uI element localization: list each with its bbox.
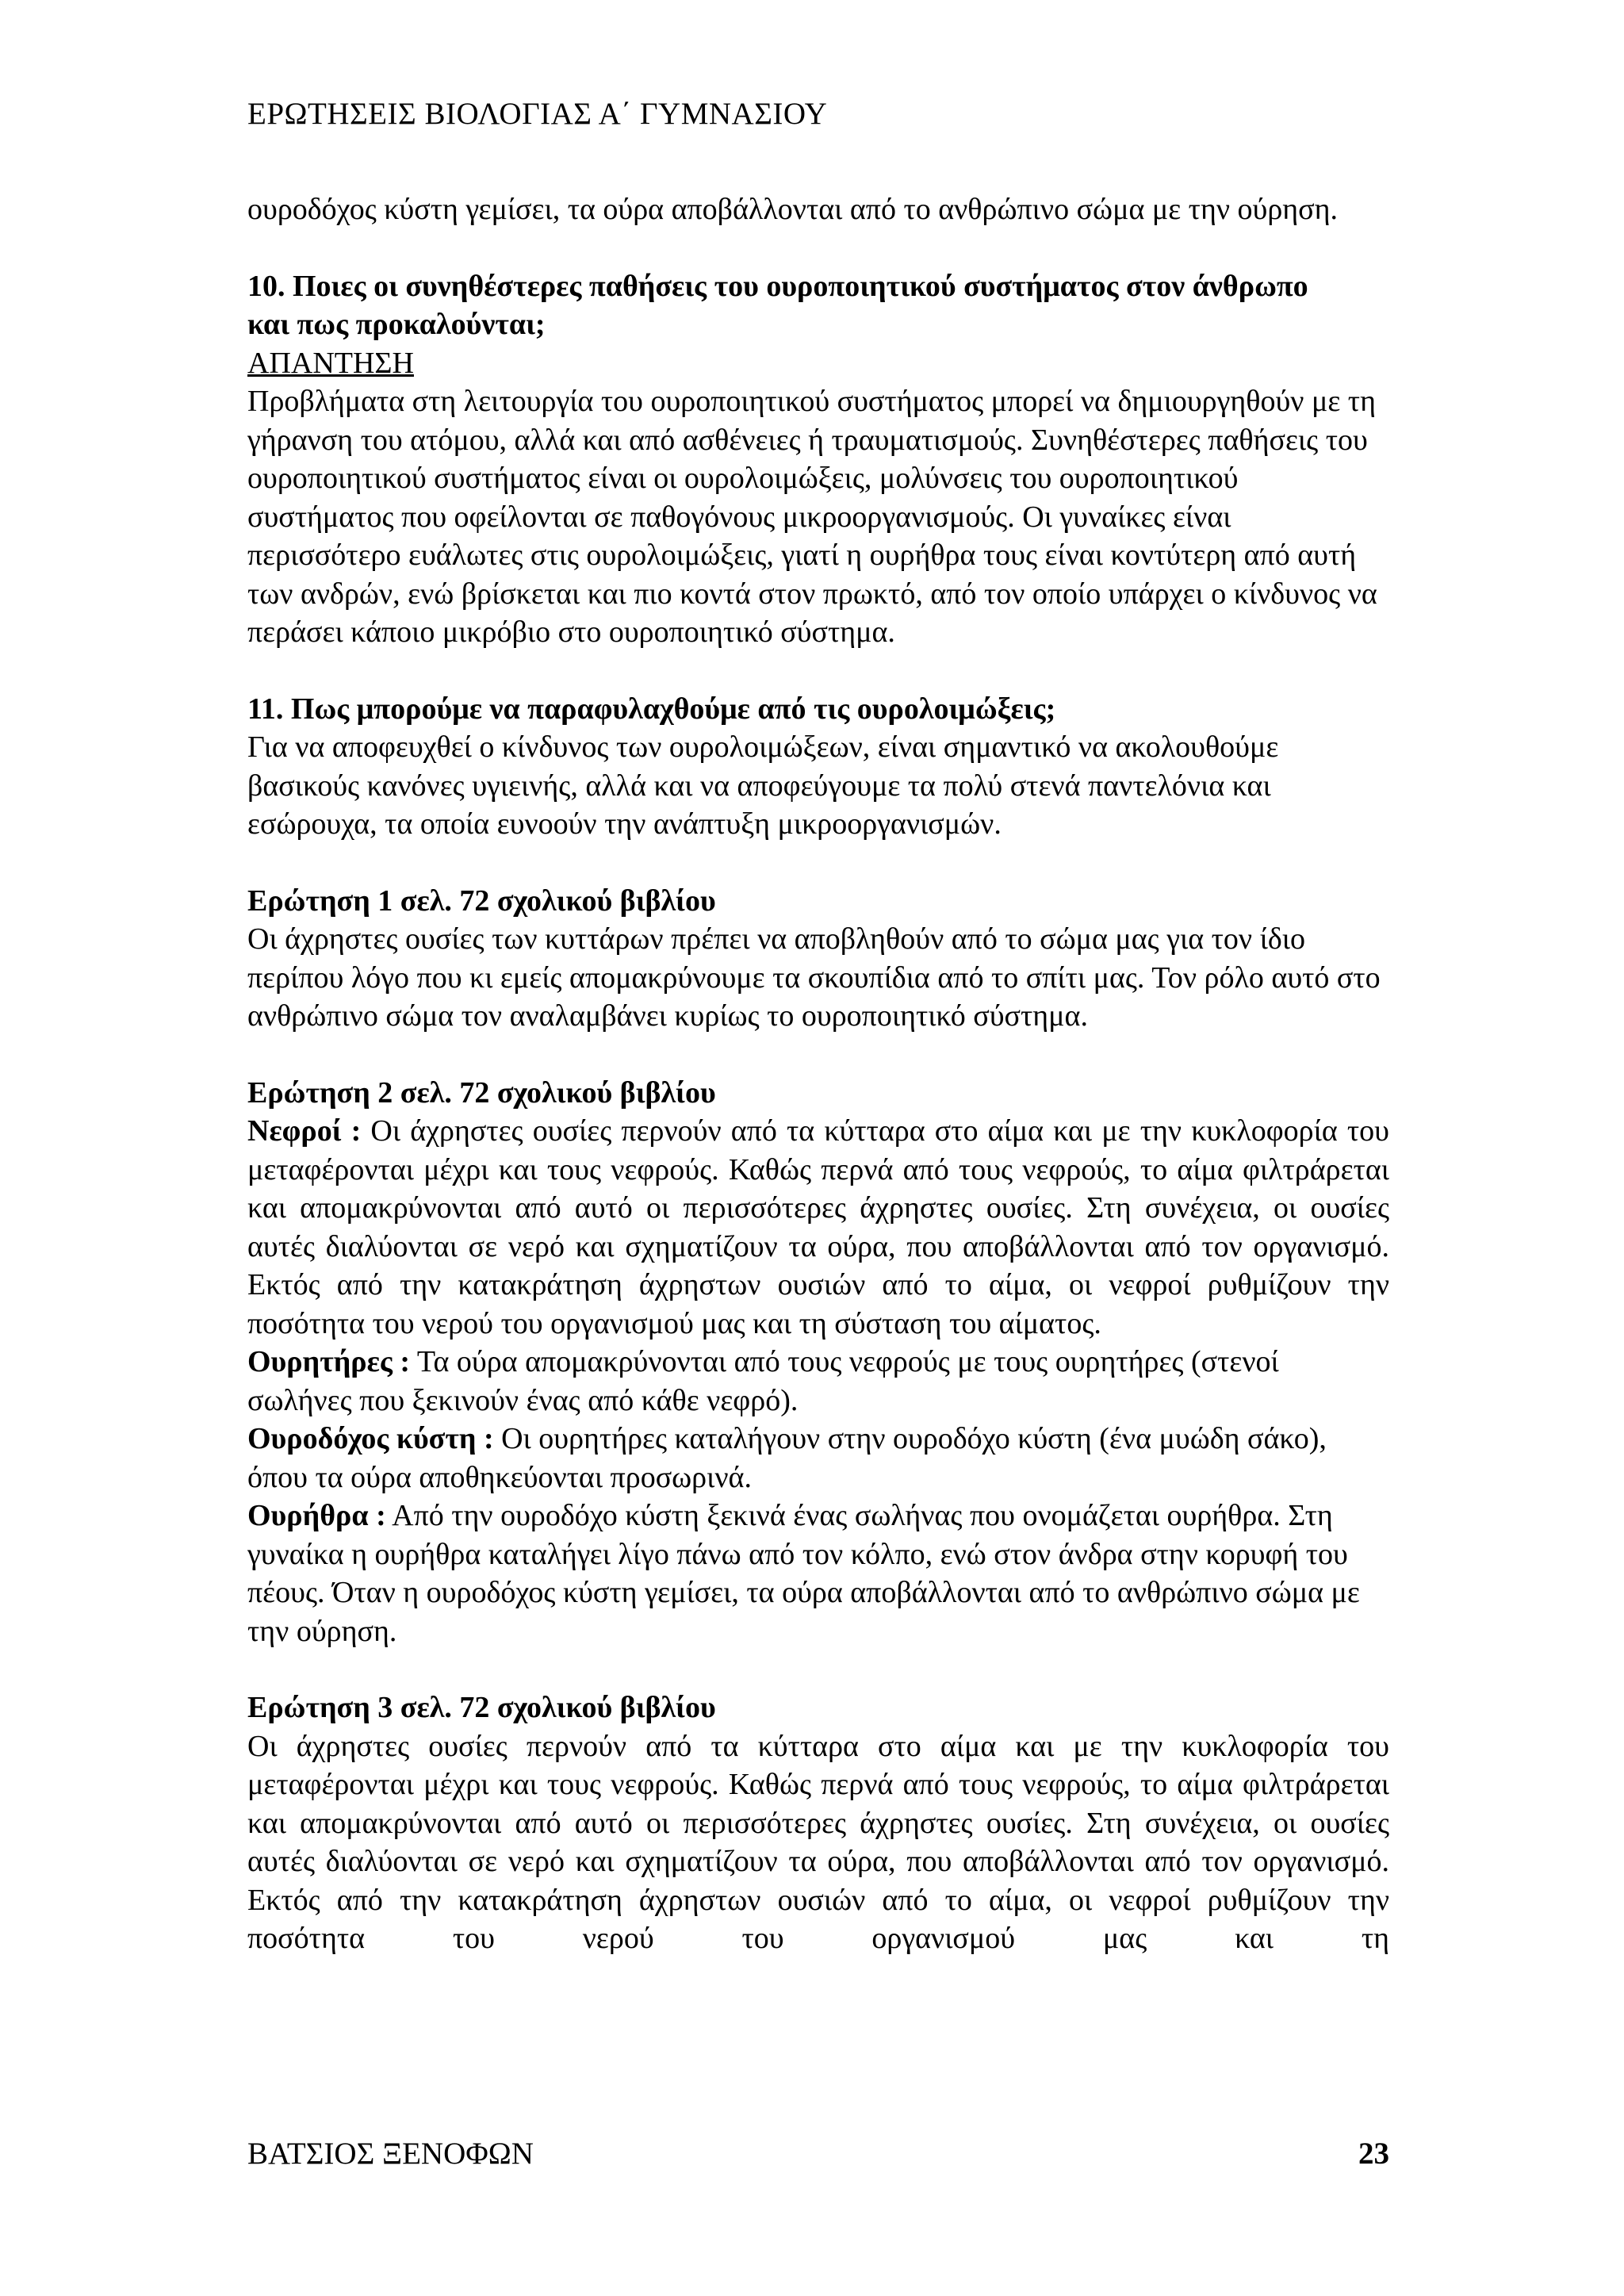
kidneys-description: Οι άχρηστες ουσίες περνούν από τα κύτταρα στο αίμα και με την κυκλοφορία του μεταφέρονται μέχρι και τους νεφρούς. Καθώς περνά από τους νεφρούς, το αίμα φιλτράρεται και απομακρύνονται από αυτό οι περισσότερες άχρηστες ουσίες. Στη συνέχεια, οι ουσίες αυτές διαλύονται σε νερό και σχηματίζουν τα ούρα, που αποβάλλονται από τον οργανισμό. Εκτός από την κατακράτηση άχρηστων ουσιών από το αίμα, οι νεφροί ρυθμίζουν την ποσότητα του νερού του οργανισμού μας και τη σύσταση του αίματος. [247,1114,1389,1340]
term-bladder: Ουροδόχος κύστη : [247,1422,494,1455]
spacer [247,229,1389,267]
page-number: 23 [1358,2137,1389,2171]
kidneys-paragraph [247,1112,1389,1343]
question-10-answer: Προβλήματα στη λειτουργία του ουροποιητικού συστήματος μπορεί να δημιουργηθούν με τη γήρανση του ατόμου, αλλά και από ασθένειες ή τραυματισμούς. Συνηθέστερες παθήσεις του ουροποιητικού συστήματος είναι οι ουρολοιμώξεις, μολύνσεις του ουροποιητικού συστήματος που οφείλονται σε παθογόνους μικροοργανισμούς. Οι γυναίκες είναι περισσότερο ευάλωτες στις ουρολοιμώξεις, γιατί η ουρήθρα τους είναι κοντύτερη από αυτή των ανδρών, ενώ βρίσκεται και πιο κοντά στον πρωκτό, από τον οποίο υπάρχει ο κίνδυνος να περάσει κάποιο μικρόβιο στο ουροποιητικό σύστημα. [247,385,1377,649]
spacer [247,1036,1389,1074]
book-question-3-title: Ερώτηση 3 σελ. 72 σχολικού βιβλίου [247,1691,716,1724]
book-question-1-answer: Οι άχρηστες ουσίες των κυττάρων πρέπει να αποβληθούν από το σώμα μας για τον ίδιο περίπου λόγο που κι εμείς απομακρύνουμε τα σκουπίδια από το σπίτι μας. Τον ρόλο αυτό στο ανθρώπινο σώμα τον αναλαμβάνει κυρίως το ουροποιητικό σύστημα. [247,922,1381,1033]
intro-paragraph: ουροδόχος κύστη γεμίσει, τα ούρα αποβάλλονται από το ανθρώπινο σώμα με την ούρηση. [247,193,1339,226]
page-header-title: ΕΡΩΤΗΣΕΙΣ ΒΙΟΛΟΓΙΑΣ Α΄ ΓΥΜΝΑΣΙΟΥ [247,97,828,131]
urethra-description: Από την ουροδόχο κύστη ξεκινά ένας σωλήνας που ονομάζεται ουρήθρα. Στη γυναίκα η ουρήθρα καταλήγει λίγο πάνω από τον κόλπο, ενώ στον άνδρα στην κορυφή του πέους. Όταν η ουροδόχος κύστη γεμίσει, τα ούρα αποβάλλονται από το ανθρώπινο σώμα με την ούρηση. [247,1499,1360,1648]
term-kidneys: Νεφροί : [247,1114,362,1148]
book-question-1 [247,882,1389,1036]
term-ureters: Ουρητήρες : [247,1345,411,1378]
question-10 [247,267,1389,652]
spacer [247,844,1389,882]
question-11-title: 11. Πως μπορούμε να παραφυλαχθούμε από τις ουρολοιμώξεις; [247,692,1056,726]
book-question-2-title: Ερώτηση 2 σελ. 72 σχολικού βιβλίου [247,1075,716,1110]
answer-label: ΑΠΑΝΤΗΣΗ [247,346,414,380]
question-11 [247,690,1389,844]
spacer [247,652,1389,690]
bladder-description: Οι ουρητήρες καταλήγουν στην ουροδόχο κύστη (ένα μυώδη σάκο), όπου τα ούρα αποθηκεύονται προσωρινά. [247,1422,1327,1494]
ureters-description: Τα ούρα απομακρύνονται από τους νεφρούς με τους ουρητήρες (στενοί σωλήνες που ξεκινούν ένας από κάθε νεφρό). [247,1345,1279,1417]
page-content [247,190,1389,1958]
footer-author: ΒΑΤΣΙΟΣ ΞΕΝΟΦΩΝ [247,2137,534,2171]
question-11-answer: Για να αποφευχθεί ο κίνδυνος των ουρολοιμώξεων, είναι σημαντικό να ακολουθούμε βασικούς κανόνες υγιεινής, αλλά και να αποφεύγουμε τα πολύ στενά παντελόνια και εσώρουχα, τα οποία ευνοούν την ανάπτυξη μικροοργανισμών. [247,730,1279,841]
bladder-paragraph [247,1420,1389,1497]
book-question-1-title: Ερώτηση 1 σελ. 72 σχολικού βιβλίου [247,884,716,918]
ureters-paragraph [247,1343,1389,1420]
book-question-2 [247,1074,1389,1651]
spacer [247,1650,1389,1688]
book-question-3 [247,1688,1389,1958]
term-urethra: Ουρήθρα : [247,1499,386,1532]
urethra-paragraph [247,1497,1389,1650]
question-10-title: 10. Ποιες οι συνηθέστερες παθήσεις του ουροποιητικού συστήματος στον άνθρωπο και πως προκαλούνται; [247,269,1308,341]
book-question-3-answer: Οι άχρηστες ουσίες περνούν από τα κύτταρα στο αίμα και με την κυκλοφορία του μεταφέρονται μέχρι και τους νεφρούς. Καθώς περνά από τους νεφρούς, το αίμα φιλτράρεται και απομακρύνονται από αυτό οι περισσότερες άχρηστες ουσίες. Στη συνέχεια, οι ουσίες αυτές διαλύονται σε νερό και σχηματίζουν τα ούρα, που αποβάλλονται από τον οργανισμό. Εκτός από την κατακράτηση άχρηστων ουσιών από το αίμα, οι νεφροί ρυθμίζουν την ποσότητα του νερού του οργανισμού μας και τη [247,1729,1389,1955]
